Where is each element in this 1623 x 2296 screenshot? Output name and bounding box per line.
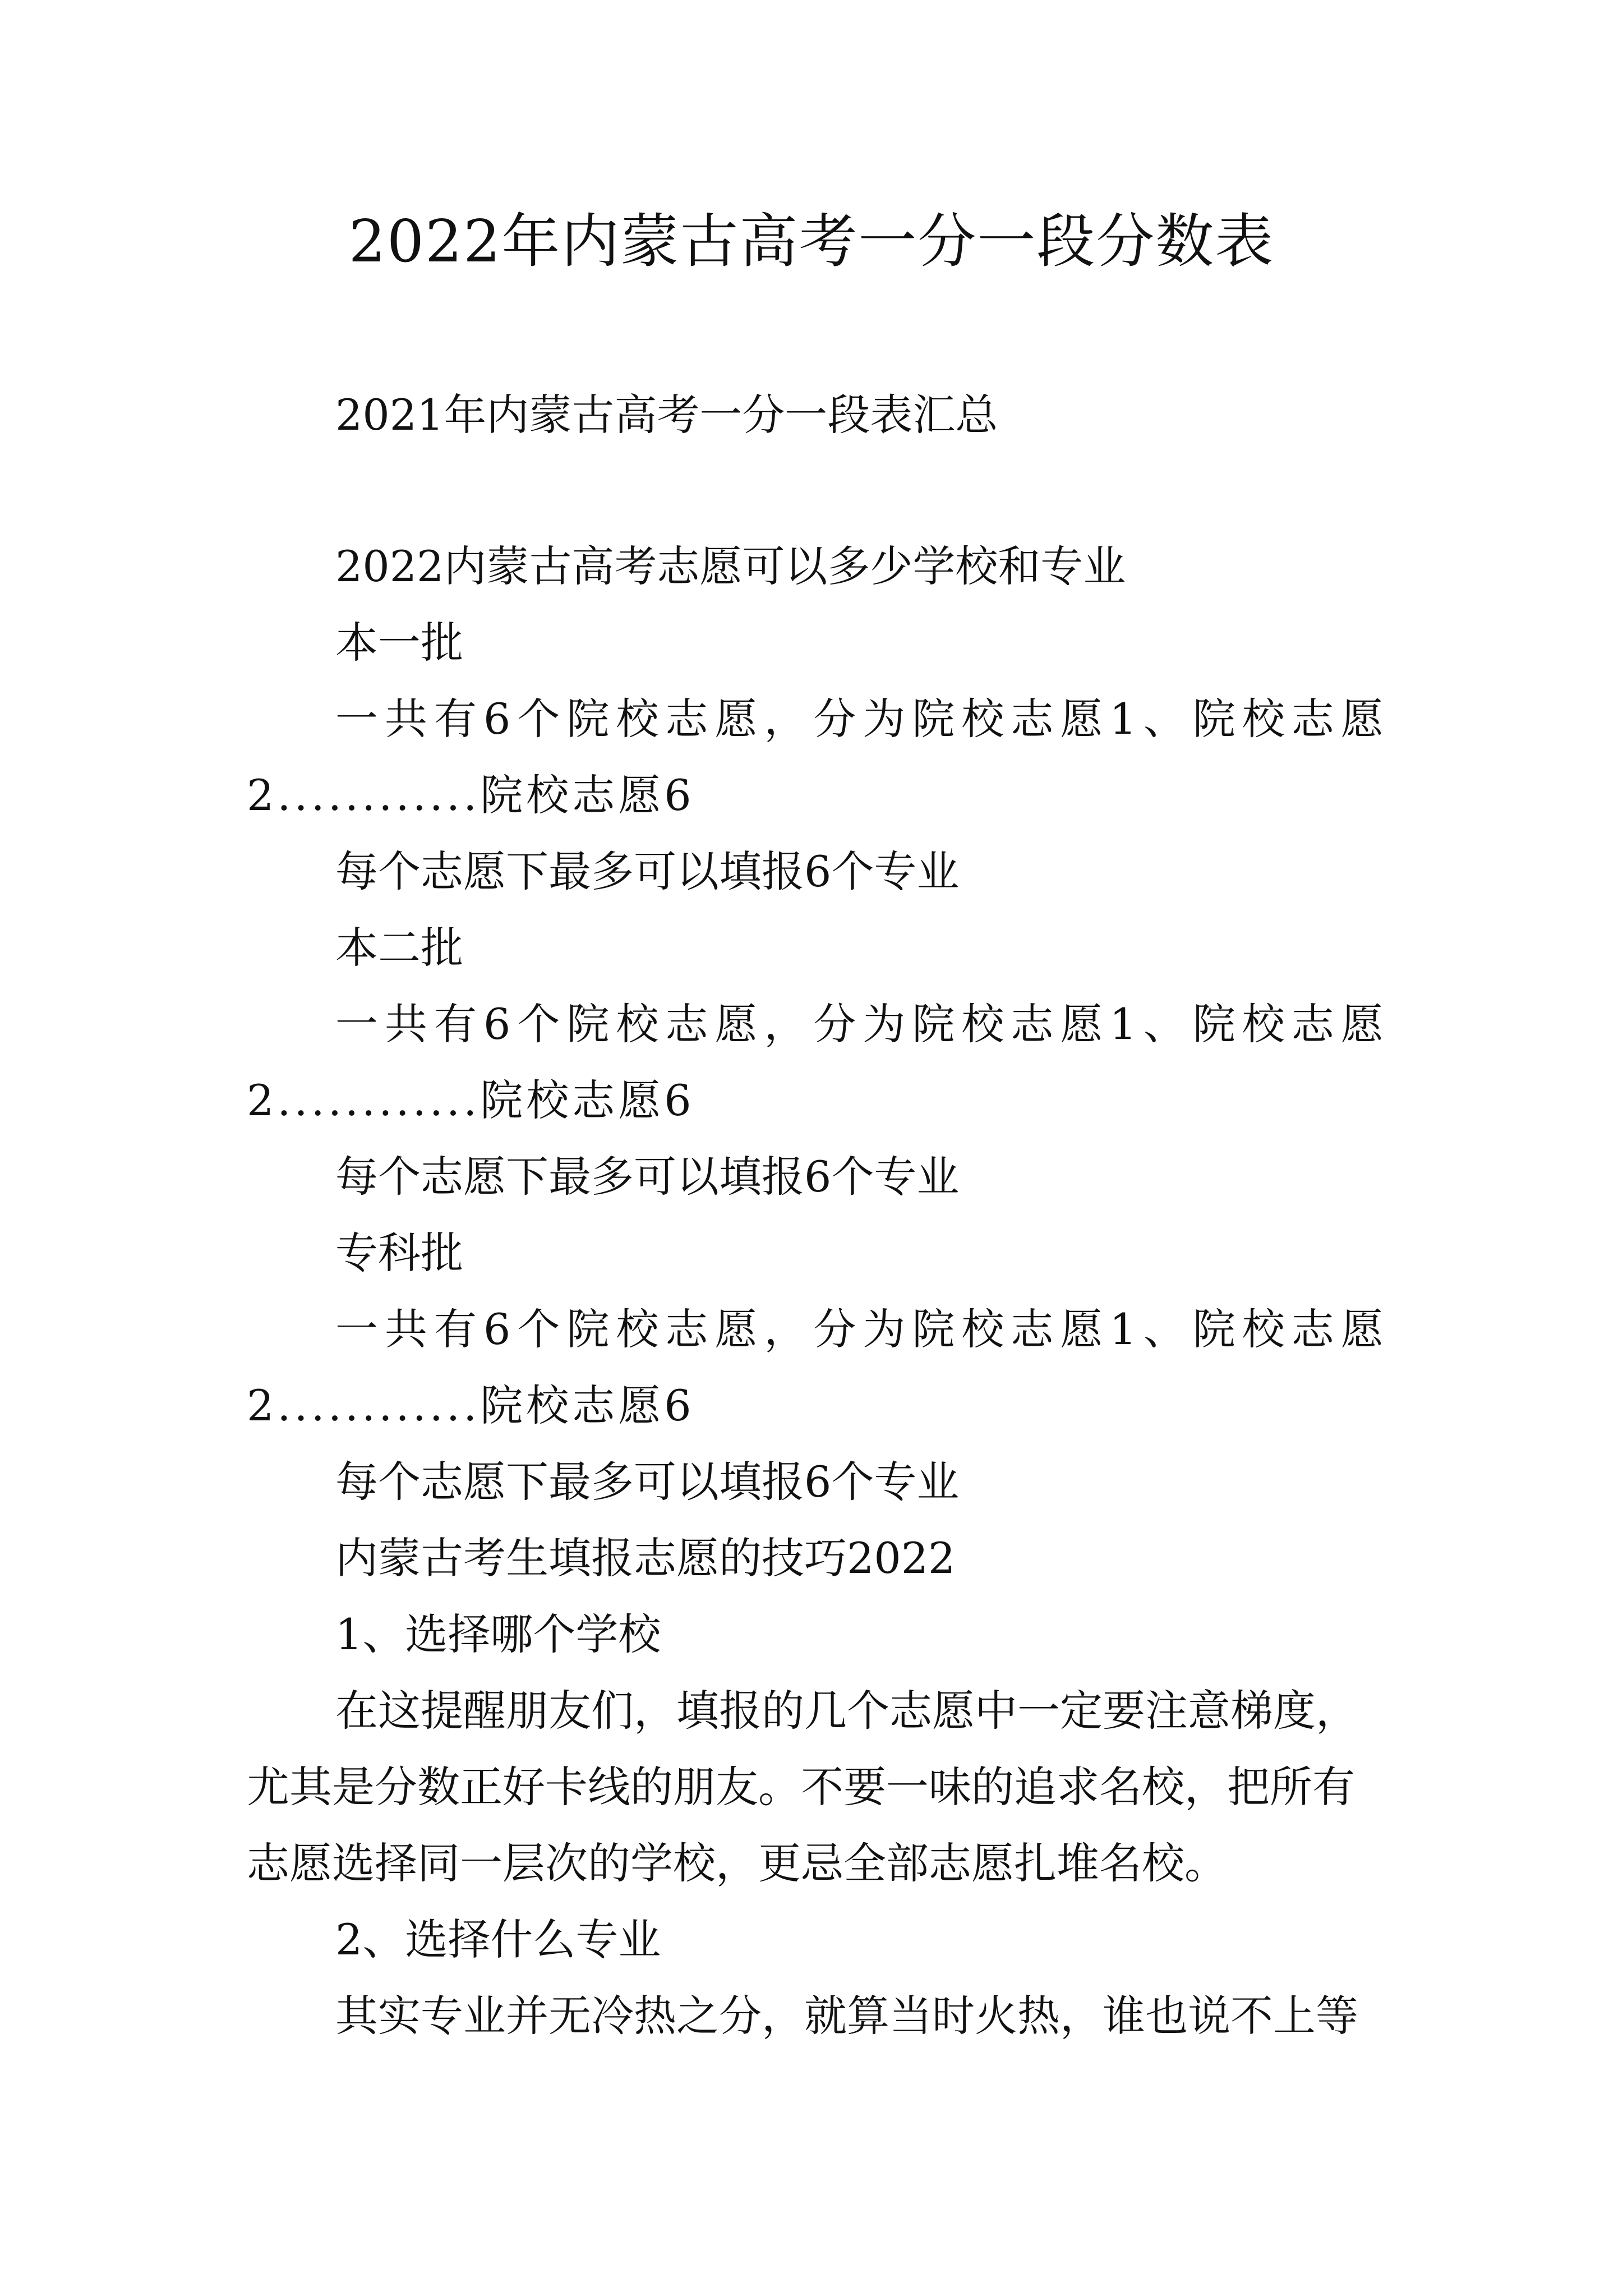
paragraph-line: 2............院校志愿6 <box>247 1075 695 1125</box>
paragraph-line: 在这提醒朋友们，填报的几个志愿中一定要注意梯度， <box>335 1686 1358 1736</box>
paragraph-line: 一共有6个院校志愿，分为院校志愿1、院校志愿 <box>335 1304 1390 1354</box>
subsection-heading: 1、选择哪个学校 <box>335 1609 661 1659</box>
section-heading: 本二批 <box>335 923 463 973</box>
section-heading: 内蒙古考生填报志愿的技巧2022 <box>335 1533 956 1583</box>
paragraph-line: 每个志愿下最多可以填报6个专业 <box>335 1152 960 1202</box>
section-heading: 本一批 <box>335 618 463 668</box>
paragraph-line: 2............院校志愿6 <box>247 1381 695 1430</box>
subsection-heading: 2、选择什么专业 <box>335 1915 661 1964</box>
paragraph-line: 每个志愿下最多可以填报6个专业 <box>335 1457 960 1507</box>
paragraph-line: 尤其是分数正好卡线的朋友。不要一味的追求名校，把所有 <box>247 1762 1355 1812</box>
section-heading: 专科批 <box>335 1228 463 1278</box>
paragraph-line: 2021年内蒙古高考一分一段表汇总 <box>335 390 998 440</box>
paragraph-line: 2............院校志愿6 <box>247 770 695 820</box>
paragraph-line: 志愿选择同一层次的学校，更忌全部志愿扎堆名校。 <box>247 1838 1227 1888</box>
document-title: 2022年内蒙古高考一分一段分数表 <box>348 207 1275 275</box>
paragraph-line: 2022内蒙古高考志愿可以多少学校和专业 <box>335 541 1126 591</box>
paragraph-line: 一共有6个院校志愿，分为院校志愿1、院校志愿 <box>335 999 1390 1049</box>
paragraph-line: 其实专业并无冷热之分，就算当时火热，谁也说不上等 <box>335 1991 1358 2041</box>
paragraph-line: 每个志愿下最多可以填报6个专业 <box>335 846 960 896</box>
paragraph-line: 一共有6个院校志愿，分为院校志愿1、院校志愿 <box>335 694 1390 744</box>
